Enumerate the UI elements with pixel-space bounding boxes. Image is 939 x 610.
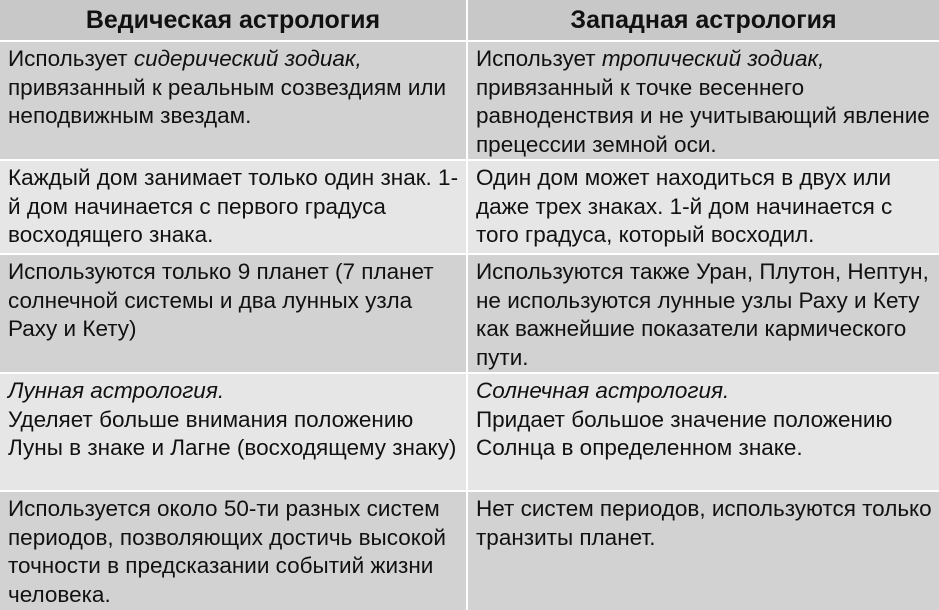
cell-text: Использует (476, 46, 602, 71)
table-row (0, 254, 939, 373)
table-row (0, 373, 939, 491)
table-row (0, 491, 939, 610)
cell-vedic-planets: Используются только 9 планет (7 планет солнечной системы и два лунных узла Раху и Кету) (0, 254, 467, 373)
cell-text: Использует (8, 46, 134, 71)
table-row (0, 41, 939, 160)
cell-vedic-periods: Используется около 50-ти разных систем периодов, позволяющих достичь высокой точности в предсказании событий жизни человека. (0, 491, 467, 610)
cell-emphasis: Лунная астрология. (8, 378, 225, 403)
header-row (0, 0, 939, 41)
cell-western-houses: Один дом может находиться в двух или даже трех знаках. 1-й дом начинается с того градуса, который восходил. (467, 160, 939, 254)
cell-vedic-houses: Каждый дом занимает только один знак. 1-й дом начинается с первого градуса восходящего знака. (0, 160, 467, 254)
table-row (0, 160, 939, 254)
cell-western-periods: Нет систем периодов, используются только транзиты планет. (467, 491, 939, 610)
cell-text: Придает большое значение положению Солнца в определенном знаке. (476, 406, 893, 460)
cell-vedic-zodiac (0, 41, 467, 160)
header-vedic: Ведическая астрология (0, 0, 467, 41)
cell-text: привязанный к точке весеннего равноденствия и не учитывающий явление прецессии земной оси. (476, 74, 930, 157)
cell-text: привязанный к реальным созвездиям или неподвижным звездам. (8, 74, 447, 128)
cell-western-planets: Используются также Уран, Плутон, Нептун, не используются лунные узлы Раху и Кету как важнейшие показатели кармического пути. (467, 254, 939, 373)
cell-western-zodiac (467, 41, 939, 160)
cell-emphasis: тропический зодиак, (601, 46, 825, 71)
cell-emphasis: сидерический зодиак, (133, 46, 362, 71)
header-western: Западная астрология (467, 0, 939, 41)
cell-text: Уделяет больше внимания положению Луны в знаке и Лагне (восходящему знаку) (8, 406, 457, 460)
cell-vedic-lunar (0, 373, 467, 491)
cell-western-solar (467, 373, 939, 491)
cell-emphasis: Солнечная астрология. (476, 378, 730, 403)
